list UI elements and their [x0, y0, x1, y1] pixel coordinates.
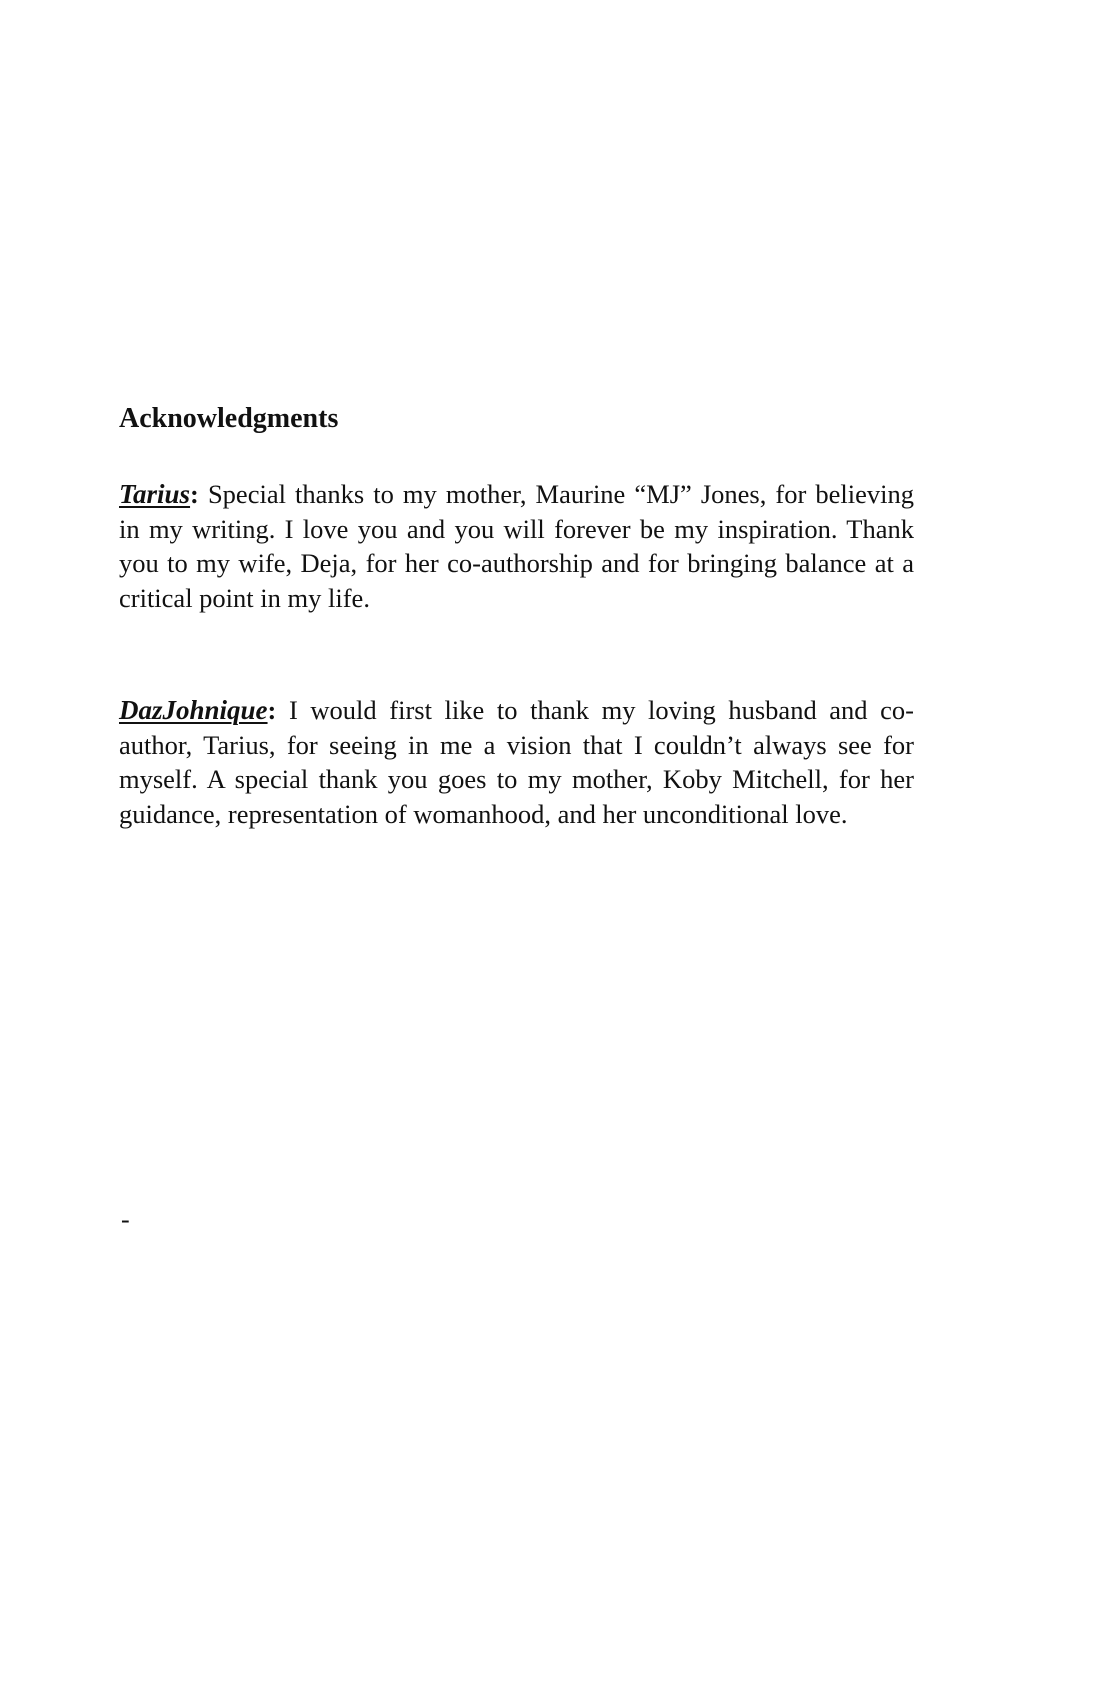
footer-dash: - [121, 1205, 130, 1234]
acknowledgment-text: I would first like to thank my loving husband and co-author, Tarius, for seeing in me a vision that I couldn’t always see for myself. A special thank you goes to my mother, Koby Mitchell, for her guidance, representation of womanhood, and her unconditional love. [119, 695, 914, 829]
page-title: Acknowledgments [119, 403, 339, 434]
author-name: Tarius [119, 479, 191, 509]
name-colon: : [267, 695, 277, 725]
acknowledgment-paragraph-tarius [119, 477, 914, 615]
acknowledgment-paragraph-dazjohnique [119, 693, 914, 831]
name-colon: : [190, 479, 199, 509]
acknowledgment-text: Special thanks to my mother, Maurine “MJ” Jones, for believing in my writing. I love you and you will forever be my inspiration. Thank you to my wife, Deja, for her co-authorship and for bringing balance at a critical point in my life. [119, 479, 914, 613]
author-name: DazJohnique [119, 695, 268, 725]
